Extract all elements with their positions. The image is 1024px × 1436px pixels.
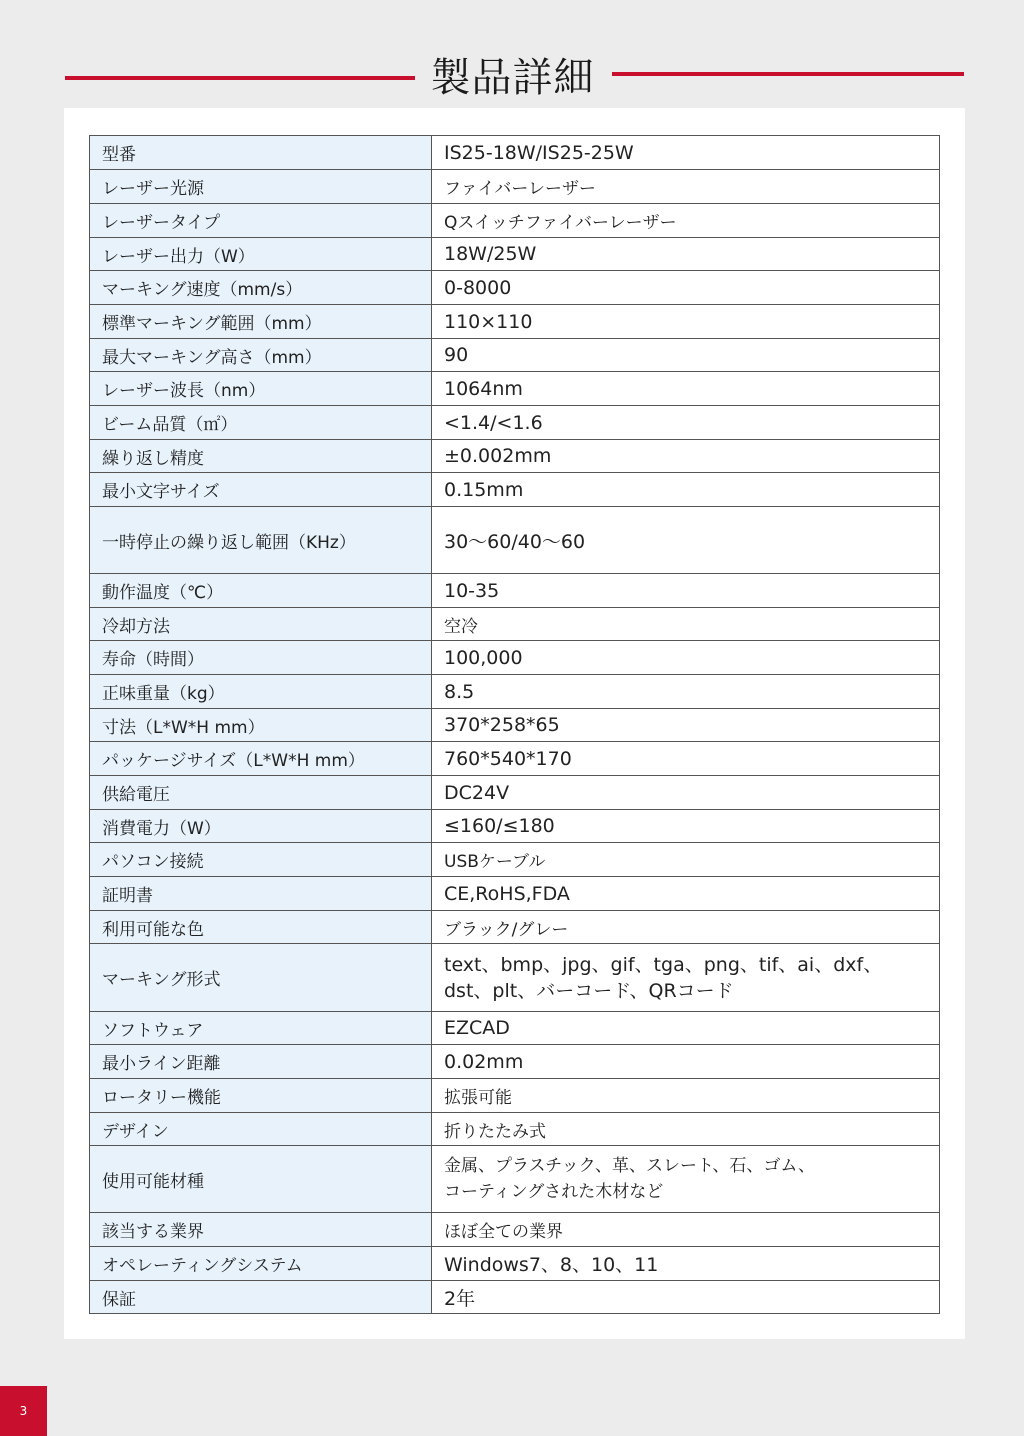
spec-value [432,1146,940,1213]
spec-label: 最大マーキング高さ（mm） [90,339,432,372]
spec-label: ロータリー機能 [90,1079,432,1113]
spec-value: ブラック/グレー [432,911,940,944]
spec-label: 供給電圧 [90,776,432,810]
spec-label: ビーム品質（㎡） [90,406,432,440]
spec-value: 18W/25W [432,238,940,271]
spec-value: ±0.002mm [432,440,940,473]
spec-row [90,911,940,944]
spec-value: 拡張可能 [432,1079,940,1113]
spec-value: DC24V [432,776,940,810]
spec-label: パソコン接続 [90,843,432,877]
spec-value: ほぼ全ての業界 [432,1213,940,1247]
spec-value: CE,RoHS,FDA [432,877,940,911]
spec-row [90,574,940,608]
spec-value: 370*258*65 [432,709,940,742]
spec-row [90,1247,940,1281]
spec-row [90,204,940,238]
spec-row [90,339,940,372]
spec-row [90,675,940,709]
spec-value-line: dst、plt、バーコード、QRコード [444,979,734,1002]
spec-row [90,641,940,675]
spec-label: 正味重量（kg） [90,675,432,709]
spec-value: IS25-18W/IS25-25W [432,136,940,170]
spec-value: 110×110 [432,305,940,339]
spec-label: 消費電力（W） [90,810,432,843]
spec-row [90,1012,940,1045]
spec-value-line: コーティングされた木材など [444,1182,664,1202]
spec-value: 空冷 [432,608,940,641]
page-header [0,44,1024,104]
spec-label: 使用可能材種 [90,1146,432,1213]
page-title: 製品詳細 [430,55,595,101]
spec-value-line: 金属、プラスチック、革、スレート、石、ゴム、 [444,1156,815,1176]
spec-label: 利用可能な色 [90,911,432,944]
spec-label: レーザー波長（nm） [90,372,432,406]
spec-row [90,1079,940,1113]
spec-label: パッケージサイズ（L*W*H mm） [90,742,432,776]
spec-row [90,1045,940,1079]
spec-row [90,271,940,305]
spec-label: 冷却方法 [90,608,432,641]
spec-label: レーザー光源 [90,170,432,204]
header-rule-left [65,76,415,80]
spec-label: デザイン [90,1113,432,1146]
spec-row [90,1281,940,1314]
spec-value [432,944,940,1012]
spec-value: 30～60/40～60 [432,507,940,574]
spec-row [90,1213,940,1247]
spec-label: 型番 [90,136,432,170]
spec-value: 8.5 [432,675,940,709]
spec-label: レーザー出力（W） [90,238,432,271]
spec-row [90,406,940,440]
spec-value: 1064nm [432,372,940,406]
spec-label: マーキング形式 [90,944,432,1012]
spec-label: ソフトウェア [90,1012,432,1045]
spec-value: 0.02mm [432,1045,940,1079]
spec-value-line: text、bmp、jpg、gif、tga、png、tif、ai、dxf、 [444,953,883,976]
spec-value: 0-8000 [432,271,940,305]
spec-value: 0.15mm [432,473,940,507]
spec-label: 寿命（時間） [90,641,432,675]
spec-row [90,238,940,271]
spec-row [90,170,940,204]
spec-value: USBケーブル [432,843,940,877]
spec-row [90,473,940,507]
spec-label: 寸法（L*W*H mm） [90,709,432,742]
spec-card [64,108,965,1339]
spec-label: オペレーティングシステム [90,1247,432,1281]
spec-value: 100,000 [432,641,940,675]
spec-value: EZCAD [432,1012,940,1045]
spec-label: マーキング速度（mm/s） [90,271,432,305]
spec-row [90,877,940,911]
spec-row [90,305,940,339]
spec-row [90,440,940,473]
spec-row [90,1146,940,1213]
spec-row [90,507,940,574]
spec-table [89,135,940,1314]
spec-row [90,709,940,742]
spec-row [90,608,940,641]
spec-value: Qスイッチファイバーレーザー [432,204,940,238]
spec-label: 動作温度（℃） [90,574,432,608]
spec-value: ≤160/≤180 [432,810,940,843]
spec-label: 一時停止の繰り返し範囲（KHz） [90,507,432,574]
spec-label: 最小文字サイズ [90,473,432,507]
spec-row [90,944,940,1012]
spec-row [90,1113,940,1146]
spec-label: 繰り返し精度 [90,440,432,473]
spec-value: <1.4/<1.6 [432,406,940,440]
spec-value: 2年 [432,1281,940,1314]
spec-label: 保証 [90,1281,432,1314]
spec-label: 証明書 [90,877,432,911]
spec-row [90,843,940,877]
spec-value: 90 [432,339,940,372]
spec-value: 10-35 [432,574,940,608]
spec-row [90,136,940,170]
spec-row [90,372,940,406]
spec-value: 折りたたみ式 [432,1113,940,1146]
spec-value: ファイバーレーザー [432,170,940,204]
spec-row [90,810,940,843]
spec-label: レーザータイプ [90,204,432,238]
spec-label: 標準マーキング範囲（mm） [90,305,432,339]
spec-value: Windows7、8、10、11 [432,1247,940,1281]
spec-row [90,742,940,776]
spec-value: 760*540*170 [432,742,940,776]
spec-row [90,776,940,810]
header-rule-right [612,72,964,76]
spec-label: 該当する業界 [90,1213,432,1247]
spec-label: 最小ライン距離 [90,1045,432,1079]
page-number: 3 [0,1386,47,1436]
